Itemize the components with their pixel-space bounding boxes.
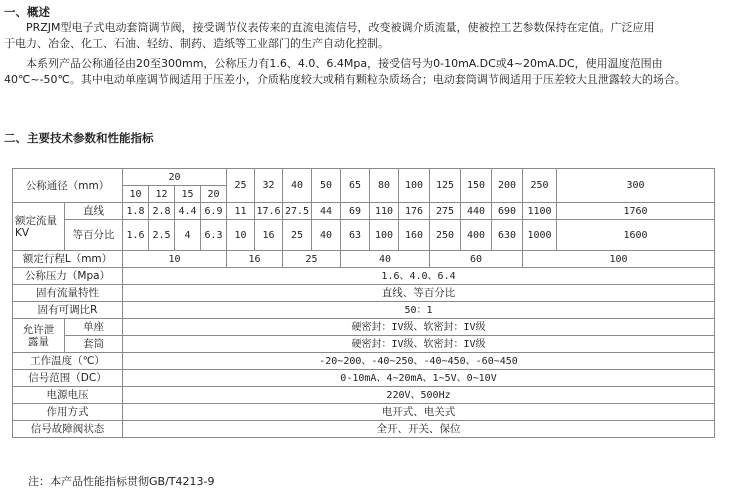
- action-mode-label: 作用方式: [13, 404, 123, 421]
- nominal-diameter-label: 公称通径（mm）: [13, 169, 123, 203]
- diameter-cell: 40: [283, 169, 312, 203]
- power-supply-value: 220V、500Hz: [123, 387, 715, 404]
- flow-cell: 40: [312, 220, 341, 251]
- flow-cell: 6.3: [201, 220, 227, 251]
- rangeability-value: 50：1: [123, 302, 715, 319]
- flow-cell: 17.6: [255, 203, 283, 220]
- rangeability-label: 固有可调比R: [13, 302, 123, 319]
- flow-cell: 1.8: [123, 203, 149, 220]
- table-row: [13, 336, 715, 353]
- flow-cell: 10: [227, 220, 255, 251]
- section-specs-title: 二、主要技术参数和性能指标: [4, 131, 154, 145]
- signal-fault-label: 信号故障阀状态: [13, 421, 123, 438]
- overview-paragraph: [4, 20, 724, 88]
- flow-characteristic-value: 直线、等百分比: [123, 285, 715, 302]
- table-row: [13, 220, 715, 251]
- diameter-cell: 25: [227, 169, 255, 203]
- spec-table: [12, 168, 715, 438]
- section-overview-title: 一、概述: [4, 5, 50, 19]
- flow-cell: 2.8: [149, 203, 175, 220]
- flow-cell: 4.4: [175, 203, 201, 220]
- single-seat-value: 硬密封：IV级、软密封：IV级: [123, 319, 715, 336]
- flow-cell: 25: [283, 220, 312, 251]
- diameter-cell: 150: [461, 169, 492, 203]
- signal-range-value: 0-10mA、4~20mA、1~5V、0~10V: [123, 370, 715, 387]
- diameter-cell: 200: [492, 169, 523, 203]
- table-row: [13, 169, 715, 186]
- straight-label: 直线: [65, 203, 123, 220]
- flow-cell: 1.6: [123, 220, 149, 251]
- stroke-cell: 100: [523, 251, 715, 268]
- flow-characteristic-label: 固有流量特性: [13, 285, 123, 302]
- table-row: [13, 404, 715, 421]
- flow-cell: 16: [255, 220, 283, 251]
- diameter-cell: 100: [399, 169, 430, 203]
- diameter-sub-cell: 15: [175, 186, 201, 203]
- overview-line: 本系列产品公称通径由20至300mm，公称压力有1.6、4.0、6.4Mpa，接受信号为0-10mA.DC或4~20mA.DC，使用温度范围由: [4, 57, 663, 70]
- stroke-cell: 60: [430, 251, 523, 268]
- diameter-sub-cell: 12: [149, 186, 175, 203]
- diameter-cell: 65: [341, 169, 370, 203]
- working-temperature-label: 工作温度（℃）: [13, 353, 123, 370]
- flow-cell: 630: [492, 220, 523, 251]
- action-mode-value: 电开式、电关式: [123, 404, 715, 421]
- single-seat-label: 单座: [65, 319, 123, 336]
- nominal-pressure-label: 公称压力（Mpa）: [13, 268, 123, 285]
- flow-cell: 400: [461, 220, 492, 251]
- flow-cell: 6.9: [201, 203, 227, 220]
- diameter-sub-cell: 20: [201, 186, 227, 203]
- flow-cell: 1100: [523, 203, 557, 220]
- equal-percentage-label: 等百分比: [65, 220, 123, 251]
- flow-cell: 100: [370, 220, 399, 251]
- nominal-pressure-value: 1.6、4.0、6.4: [123, 268, 715, 285]
- sleeve-label: 套筒: [65, 336, 123, 353]
- footnote: 注：本产品性能指标贯彻GB/T4213-9: [28, 475, 215, 488]
- flow-cell: 44: [312, 203, 341, 220]
- table-row: [13, 353, 715, 370]
- signal-range-label: 信号范围（DC）: [13, 370, 123, 387]
- stroke-cell: 25: [283, 251, 341, 268]
- overview-line: 于电力、冶金、化工、石油、轻纺、制药、造纸等工业部门的生产自动化控制。: [4, 37, 389, 50]
- table-row: [13, 387, 715, 404]
- flow-cell: 2.5: [149, 220, 175, 251]
- diameter-cell: 32: [255, 169, 283, 203]
- overview-line: PRZJM型电子式电动套筒调节阀，接受调节仪表传来的直流电流信号，改变被调介质流量，使被控工艺参数保持在定值。广泛应用: [4, 21, 655, 34]
- rated-stroke-label: 额定行程L（mm）: [13, 251, 123, 268]
- stroke-cell: 16: [227, 251, 283, 268]
- flow-cell: 1760: [557, 203, 715, 220]
- table-row: [13, 251, 715, 268]
- flow-cell: 27.5: [283, 203, 312, 220]
- diameter-cell: 50: [312, 169, 341, 203]
- signal-fault-value: 全开、开关、保位: [123, 421, 715, 438]
- flow-cell: 4: [175, 220, 201, 251]
- stroke-cell: 10: [123, 251, 227, 268]
- flow-cell: 176: [399, 203, 430, 220]
- flow-cell: 440: [461, 203, 492, 220]
- table-row: [13, 370, 715, 387]
- diameter-cell: 300: [557, 169, 715, 203]
- flow-cell: 250: [430, 220, 461, 251]
- diameter-group-20: 20: [123, 169, 227, 186]
- flow-cell: 69: [341, 203, 370, 220]
- flow-cell: 1000: [523, 220, 557, 251]
- table-row: [13, 421, 715, 438]
- flow-cell: 63: [341, 220, 370, 251]
- working-temperature-value: -20~200、-40~250、-40~450、-60~450: [123, 353, 715, 370]
- diameter-sub-cell: 10: [123, 186, 149, 203]
- table-row: [13, 319, 715, 336]
- flow-cell: 110: [370, 203, 399, 220]
- diameter-cell: 80: [370, 169, 399, 203]
- overview-line: 40℃~-50℃。其中电动单座调节阀适用于压差小，介质粘度较大或稍有颗粒杂质场合；电动套筒调节阀适用于压差较大且泄露较大的场合。: [4, 73, 686, 86]
- table-row: [13, 302, 715, 319]
- flow-cell: 275: [430, 203, 461, 220]
- flow-cell: 160: [399, 220, 430, 251]
- diameter-cell: 250: [523, 169, 557, 203]
- table-row: [13, 203, 715, 220]
- allowable-leakage-label: 允许泄露量: [13, 319, 65, 353]
- diameter-cell: 125: [430, 169, 461, 203]
- sleeve-value: 硬密封：IV级、软密封：IV级: [123, 336, 715, 353]
- flow-cell: 1600: [557, 220, 715, 251]
- stroke-cell: 40: [341, 251, 430, 268]
- flow-cell: 11: [227, 203, 255, 220]
- table-row: [13, 285, 715, 302]
- rated-flow-label: 额定流量KV: [13, 203, 65, 251]
- table-row: [13, 268, 715, 285]
- power-supply-label: 电源电压: [13, 387, 123, 404]
- flow-cell: 690: [492, 203, 523, 220]
